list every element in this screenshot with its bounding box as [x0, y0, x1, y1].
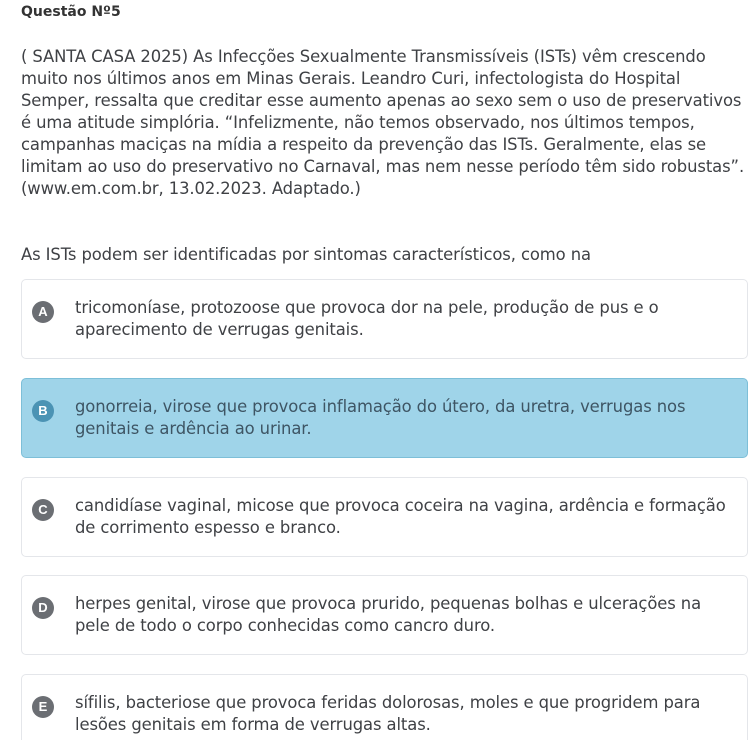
option-text: sífilis, bacteriose que provoca feridas dolorosas, moles e que progridem para lesões genitais em forma de verrugas altas.: [75, 693, 701, 734]
option-letter-badge: B: [32, 400, 54, 422]
question-stem-text: ( SANTA CASA 2025) As Infecções Sexualmente Transmissíveis (ISTs) vêm crescendo muito nos últimos anos em Minas Gerais. Leandro Curi, infectologista do Hospital Semper, ressalta que creditar esse aumento apenas ao sexo sem o uso de preservativos é uma atitude simplória. “Infelizmente, não temos observado, nos últimos tempos, campanhas maciças na mídia a respeito da prevenção das ISTs. Geralmente, elas se limitam ao uso do preservativo no Carnaval, mas nem nesse período têm sido robustas”.: [21, 47, 745, 176]
option-letter-badge: D: [32, 597, 54, 619]
option-letter-badge: A: [32, 301, 54, 323]
option-letter-badge: E: [32, 696, 54, 718]
option-text: herpes genital, virose que provoca prurido, pequenas bolhas e ulcerações na pele de todo o corpo conhecidas como cancro duro.: [75, 594, 702, 635]
question-prompt: As ISTs podem ser identificadas por sintomas característicos, como na: [21, 245, 591, 264]
question-title: Questão Nº5: [21, 4, 121, 20]
option-d[interactable]: [21, 575, 748, 655]
option-letter-badge: C: [32, 499, 54, 521]
question-source: (www.em.com.br, 13.02.2023. Adaptado.): [21, 179, 361, 198]
option-a[interactable]: [21, 279, 748, 359]
option-b[interactable]: [21, 378, 748, 458]
option-text: gonorreia, virose que provoca inflamação do útero, da uretra, verrugas nos genitais e ardência ao urinar.: [75, 397, 686, 438]
option-c[interactable]: [21, 477, 748, 557]
question-stem: [21, 46, 751, 200]
option-text: candidíase vaginal, micose que provoca coceira na vagina, ardência e formação de corrimento espesso e branco.: [75, 496, 726, 537]
option-text: tricomoníase, protozoose que provoca dor na pele, produção de pus e o aparecimento de verrugas genitais.: [75, 298, 659, 339]
option-e[interactable]: [21, 674, 748, 740]
